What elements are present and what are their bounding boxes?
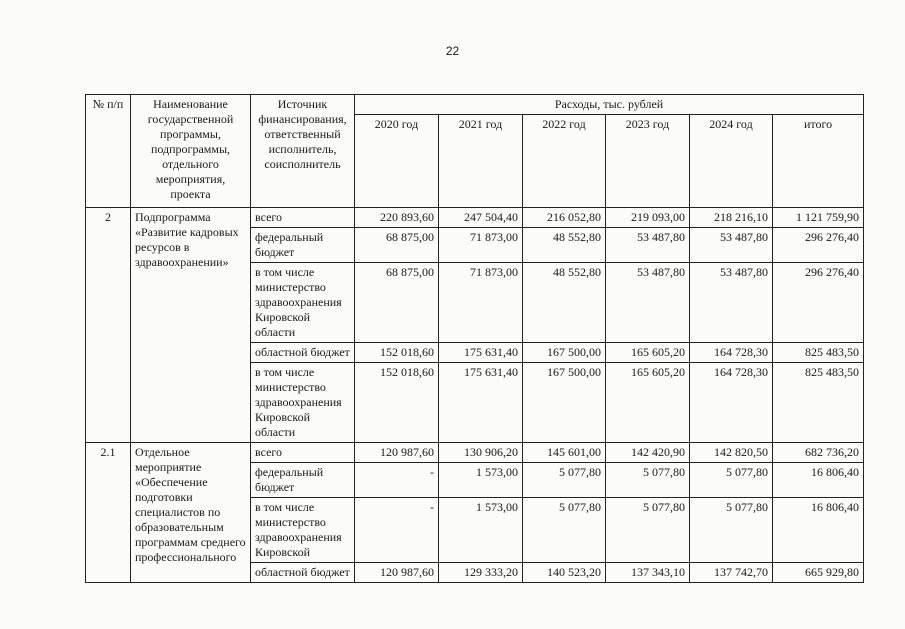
value-cell: 145 601,00 — [523, 443, 606, 463]
value-cell: 152 018,60 — [355, 363, 439, 443]
value-cell: 165 605,20 — [606, 343, 690, 363]
value-cell: 5 077,80 — [606, 498, 690, 563]
value-cell: - — [355, 498, 439, 563]
header-name: Наименование государственной программы, подпрограммы, отдельного мероприятия, проекта — [131, 95, 251, 208]
value-cell: 5 077,80 — [523, 463, 606, 498]
value-cell: 53 487,80 — [606, 263, 690, 343]
source-cell: в том числе министерство здравоохранения Кировской области — [251, 363, 355, 443]
value-cell: 53 487,80 — [606, 228, 690, 263]
header-year-2022: 2022 год — [523, 115, 606, 208]
source-cell: областной бюджет — [251, 343, 355, 363]
value-cell: 129 333,20 — [439, 563, 523, 583]
value-cell: 53 487,80 — [690, 263, 773, 343]
value-cell: 175 631,40 — [439, 343, 523, 363]
header-year-2023: 2023 год — [606, 115, 690, 208]
value-cell: 296 276,40 — [773, 263, 864, 343]
value-cell: 120 987,60 — [355, 563, 439, 583]
value-cell: 219 093,00 — [606, 208, 690, 228]
table-row — [86, 443, 864, 463]
value-cell: 167 500,00 — [523, 343, 606, 363]
header-year-2021: 2021 год — [439, 115, 523, 208]
header-source: Источник финансирования, ответственный исполнитель, соисполнитель — [251, 95, 355, 208]
value-cell: 137 742,70 — [690, 563, 773, 583]
source-cell: всего — [251, 208, 355, 228]
value-cell: 1 573,00 — [439, 463, 523, 498]
value-cell: 164 728,30 — [690, 343, 773, 363]
header-num: № п/п — [86, 95, 131, 208]
value-cell: 167 500,00 — [523, 363, 606, 443]
source-cell: федеральный бюджет — [251, 463, 355, 498]
source-cell: в том числе министерство здравоохранения Кировской области — [251, 263, 355, 343]
value-cell: 140 523,20 — [523, 563, 606, 583]
source-cell: в том числе министерство здравоохранения Кировской — [251, 498, 355, 563]
value-cell: 16 806,40 — [773, 463, 864, 498]
value-cell: 48 552,80 — [523, 228, 606, 263]
value-cell: 71 873,00 — [439, 228, 523, 263]
source-cell: областной бюджет — [251, 563, 355, 583]
value-cell: 68 875,00 — [355, 263, 439, 343]
value-cell: 16 806,40 — [773, 498, 864, 563]
value-cell: 825 483,50 — [773, 343, 864, 363]
value-cell: 825 483,50 — [773, 363, 864, 443]
value-cell: 71 873,00 — [439, 263, 523, 343]
value-cell: 218 216,10 — [690, 208, 773, 228]
section-num: 2 — [86, 208, 131, 443]
value-cell: 142 420,90 — [606, 443, 690, 463]
header-year-2024: 2024 год — [690, 115, 773, 208]
value-cell: 247 504,40 — [439, 208, 523, 228]
value-cell: 120 987,60 — [355, 443, 439, 463]
page-number: 22 — [445, 44, 460, 58]
value-cell: 53 487,80 — [690, 228, 773, 263]
value-cell: 175 631,40 — [439, 363, 523, 443]
value-cell: 1 573,00 — [439, 498, 523, 563]
section-num: 2.1 — [86, 443, 131, 583]
value-cell: 296 276,40 — [773, 228, 864, 263]
value-cell: 5 077,80 — [690, 463, 773, 498]
value-cell: 165 605,20 — [606, 363, 690, 443]
value-cell: 48 552,80 — [523, 263, 606, 343]
value-cell: 142 820,50 — [690, 443, 773, 463]
section-name: Подпрограмма «Развитие кадровых ресурсов в здравоохранении» — [131, 208, 251, 443]
value-cell: - — [355, 463, 439, 498]
value-cell: 5 077,80 — [523, 498, 606, 563]
value-cell: 220 893,60 — [355, 208, 439, 228]
value-cell: 130 906,20 — [439, 443, 523, 463]
value-cell: 152 018,60 — [355, 343, 439, 363]
expenses-table — [85, 94, 864, 583]
value-cell: 1 121 759,90 — [773, 208, 864, 228]
header-total: итого — [773, 115, 864, 208]
value-cell: 164 728,30 — [690, 363, 773, 443]
value-cell: 137 343,10 — [606, 563, 690, 583]
value-cell: 216 052,80 — [523, 208, 606, 228]
value-cell: 68 875,00 — [355, 228, 439, 263]
value-cell: 682 736,20 — [773, 443, 864, 463]
value-cell: 5 077,80 — [690, 498, 773, 563]
source-cell: федеральный бюджет — [251, 228, 355, 263]
table-row — [86, 208, 864, 228]
section-name: Отдельное мероприятие «Обеспечение подготовки специалистов по образовательным программам среднего профессионального — [131, 443, 251, 583]
value-cell: 665 929,80 — [773, 563, 864, 583]
header-year-2020: 2020 год — [355, 115, 439, 208]
value-cell: 5 077,80 — [606, 463, 690, 498]
source-cell: всего — [251, 443, 355, 463]
header-expenses: Расходы, тыс. рублей — [355, 95, 864, 115]
